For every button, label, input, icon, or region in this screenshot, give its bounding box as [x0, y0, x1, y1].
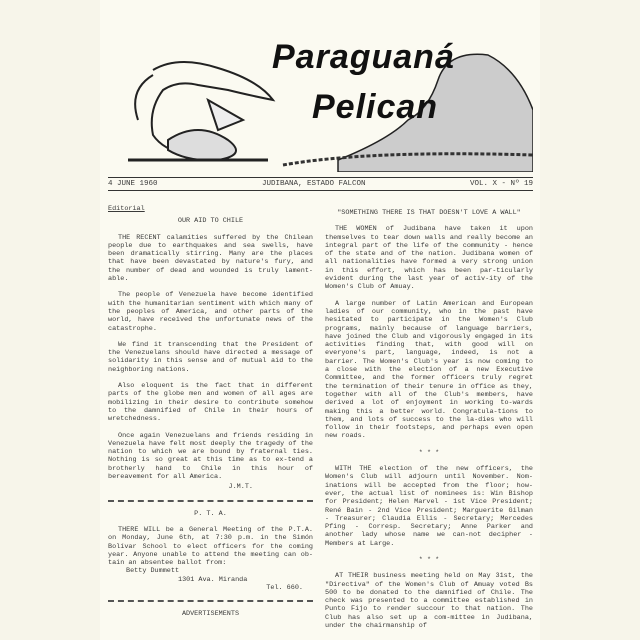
article-headline: "SOMETHING THERE IS THAT DOESN'T LOVE A WALL" — [337, 209, 521, 217]
left-column — [108, 205, 313, 627]
pta-address: 1301 Ava. Miranda — [178, 575, 248, 584]
article-paragraph: WITH THE election of the new officers, the Women's Club will adjourn until November. Nom-inations will be accepted from the floor; how-ever, the actual list of nominees is: Win Bishop for President; Helen Marvel - 1st Vice President; René Bain - 2nd Vice President; Marguerite Gilman - Treasurer; Claudia Ellis - Secretary; Mercedes Pfing - Corresp. Secretary; Anne Parker and another lady whose name we can-not decipher - Members at Large. — [325, 465, 533, 548]
editorial-paragraph: We find it transcending that the President of the Venezuelans should have directed a message of solidarity in this sense and of mutual aid to the neighboring nations. — [108, 340, 313, 374]
section-label: Editorial — [108, 205, 145, 213]
editorial-paragraph: The people of Venezuela have become identified with the humanitarian sentiment with which many of the peoples of America, and other parts of the world, have received the unfortunate news of the catastrophe. — [108, 291, 313, 333]
masthead — [108, 0, 533, 172]
dateline — [108, 177, 533, 191]
pta-heading: P. T. A. — [194, 509, 227, 518]
masthead-title-line1: Paraguaná — [272, 38, 455, 76]
article-paragraph: AT THEIR business meeting held on May 31st, the "Directiva" of the Women's Club of Amuay voted Bs 500 to be donated to the damnified of Chile. The check was presented to a committee established in Punto Fijo to render succour to that nation. The Club has also set up a com-mittee in Judibana, under the chairmanship of — [325, 572, 533, 631]
pta-notice: THERE WILL be a General Meeting of the P.T.A. on Monday, June 6th, at 7:30 p.m. in the Simón Bolívar School to elect officers for the coming year. Anyone unable to attend the meeting can ob-tain an absentee ballot from: — [108, 525, 313, 568]
ads-heading: ADVERTISEMENTS — [181, 610, 240, 619]
pta-contact: Betty Dummett — [126, 567, 180, 576]
editorial-paragraph: Also eloquent is the fact that in different parts of the globe men and women of all ages are mobilizing in their desire to contribute somehow to the damnified of Chile in their hours of wretchedness. — [108, 382, 313, 424]
editorial-paragraph: Once again Venezuelans and friends residing in Venezuela have felt most deeply the tragedy of the nation to which we are bound by fraternal ties. Nothing is so great at this time as to ex-tend a brotherly hand to Chile in this hour of bereavement for all America. — [108, 431, 313, 482]
issue-date: 4 JUNE 1960 — [108, 180, 158, 188]
issue-volume: VOL. X - Nº 19 — [469, 180, 533, 188]
masthead-illustration — [108, 0, 533, 172]
right-column — [325, 205, 533, 638]
separator: * * * — [418, 555, 440, 564]
divider — [108, 600, 313, 602]
article-paragraph: THE WOMEN of Judibana have taken it upon themselves to tear down walls and really become an integral part of the life of the community - hence of the state and of the nation. Judibana women of all nationalities have formed a very strong union in this effort, which has been par-ticularly evident during the last year of activ-ity of the Women's Club of Amuay. — [325, 225, 533, 292]
pta-tel: Tel. 660. — [266, 583, 303, 592]
masthead-title-line2: Pelican — [312, 88, 439, 126]
pelican-illustration — [128, 62, 273, 160]
editorial-headline: OUR AID TO CHILE — [177, 217, 244, 226]
article-paragraph: A large number of Latin American and European ladies of our community, who in the past have hesitated to participate in the Women's Club programs, mainly because of language barriers, have joined the Club and vigorously engaged in its activities finding that, with good will on everyone's part, language, indeed, is not a barrier. The Women's Club's year is now coming to a close with the election of a new Executive Committee, and the former officers truly regret the termination of their tenure in office as they, together with all of the Club's members, have derived a lot of enjoyment in working to-wards making this a better world. Congratula-tions to them, and lots of success to the la-dies who will follow in their footsteps, and perhaps even open new roads. — [325, 299, 533, 441]
editorial-paragraph: THE RECENT calamities suffered by the Chilean people due to earthquakes and sea swells, have been dramatically stirring. Many are the places that have been devastated by nature's fury, and the number of dead and wounded is truly lament-able. — [108, 233, 313, 284]
editorial-signature: J.M.T. — [228, 483, 253, 492]
divider — [108, 500, 313, 502]
separator: * * * — [418, 448, 440, 457]
issue-place: JUDIBANA, ESTADO FALCON — [261, 180, 366, 188]
